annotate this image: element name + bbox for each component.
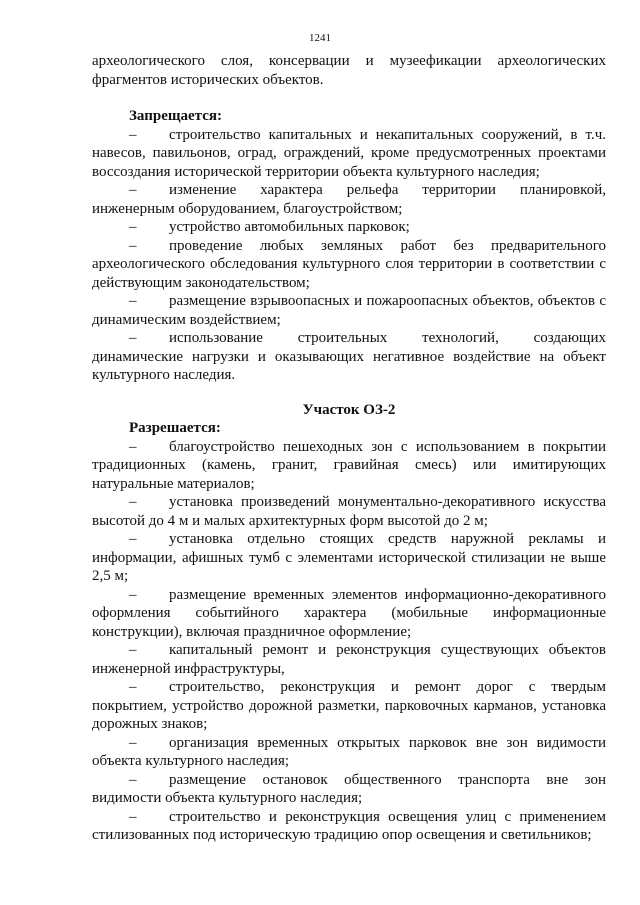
prohibited-list [92, 126, 606, 385]
list-item [92, 678, 606, 734]
list-item-text: благоустройство пешеходных зон с использованием в покрытии традиционных (камень, гранит, гравийная смесь) или имитирующих натуральные материалов; [92, 438, 606, 492]
list-item-text: устройство автомобильных парковок; [169, 219, 410, 235]
dash-marker: – [129, 734, 137, 751]
list-item-text: использование строительных технологий, создающих динамические нагрузки и оказывающих негативное воздействие на объект культурного наследия. [92, 330, 606, 383]
list-item [92, 292, 606, 329]
list-item [92, 438, 606, 494]
list-item-text: проведение любых земляных работ без предварительного археологического обследования культурного слоя территории в соответствии с действующим законодательством; [92, 237, 606, 291]
dash-marker: – [129, 219, 137, 235]
list-item [92, 218, 606, 237]
dash-marker: – [129, 642, 137, 658]
list-item [92, 181, 606, 218]
dash-marker: – [129, 330, 137, 346]
page-number: 1241 [309, 32, 331, 44]
spacer [92, 385, 606, 401]
dash-marker: – [129, 679, 137, 695]
list-item [92, 530, 606, 586]
list-item-text: размещение временных элементов информационно-декоративного оформления событийного характера (мобильные информационные конструкции), включая праздничное оформление; [92, 586, 606, 640]
list-item [92, 808, 606, 845]
document-body [92, 52, 606, 845]
list-item [92, 734, 606, 771]
intro-paragraph: археологического слоя, консервации и музеефикации археологических фрагментов исторических объектов. [92, 53, 606, 88]
plot-title: Участок ОЗ-2 [302, 401, 396, 418]
dash-marker: – [129, 586, 137, 603]
list-item-text: строительство и реконструкция освещения улиц с применением стилизованных под историческую традицию опор освещения и светильников; [92, 808, 606, 843]
dash-marker: – [129, 438, 137, 455]
allowed-list [92, 438, 606, 845]
dash-marker: – [129, 293, 137, 309]
dash-marker: – [129, 126, 137, 143]
section-heading-allowed: Разрешается: [129, 420, 221, 436]
list-item-text: капитальный ремонт и реконструкция существующих объектов инженерной инфраструктуры, [92, 642, 606, 677]
list-item-text: строительство капитальных и некапитальных сооружений, в т.ч. навесов, павильонов, оград, ограждений, кроме предусмотренных проектами воссоздания исторической территории объекта культурного наследия; [92, 126, 606, 180]
dash-marker: – [129, 494, 137, 510]
list-item [92, 771, 606, 808]
list-item-text: строительство, реконструкция и ремонт дорог с твердым покрытием, устройство дорожной разметки, парковочных карманов, установка дорожных знаков; [92, 679, 606, 732]
dash-marker: – [129, 237, 137, 254]
dash-marker: – [129, 771, 137, 788]
list-item [92, 126, 606, 182]
list-item-text: установка отдельно стоящих средств наружной рекламы и информации, афишных тумб с элементами исторической стилизации не выше 2,5 м; [92, 531, 606, 584]
list-item [92, 237, 606, 293]
list-item [92, 641, 606, 678]
list-item [92, 586, 606, 642]
list-item-text: размещение взрывоопасных и пожароопасных объектов, объектов с динамическим воздействием; [92, 293, 606, 328]
list-item [92, 329, 606, 385]
dash-marker: – [129, 808, 137, 825]
list-item-text: размещение остановок общественного транспорта вне зон видимости объекта культурного наследия; [92, 771, 606, 806]
section-heading-prohibited: Запрещается: [129, 108, 223, 124]
list-item-text: организация временных открытых парковок вне зон видимости объекта культурного наследия; [92, 734, 606, 769]
dash-marker: – [129, 531, 137, 547]
list-item-text: изменение характера рельефа территории планировкой, инженерным оборудованием, благоустройством; [92, 182, 606, 217]
spacer [92, 89, 606, 107]
dash-marker: – [129, 182, 137, 198]
list-item-text: установка произведений монументально-декоративного искусства высотой до 4 м и малых архитектурных форм высотой до 2 м; [92, 494, 606, 529]
list-item [92, 493, 606, 530]
